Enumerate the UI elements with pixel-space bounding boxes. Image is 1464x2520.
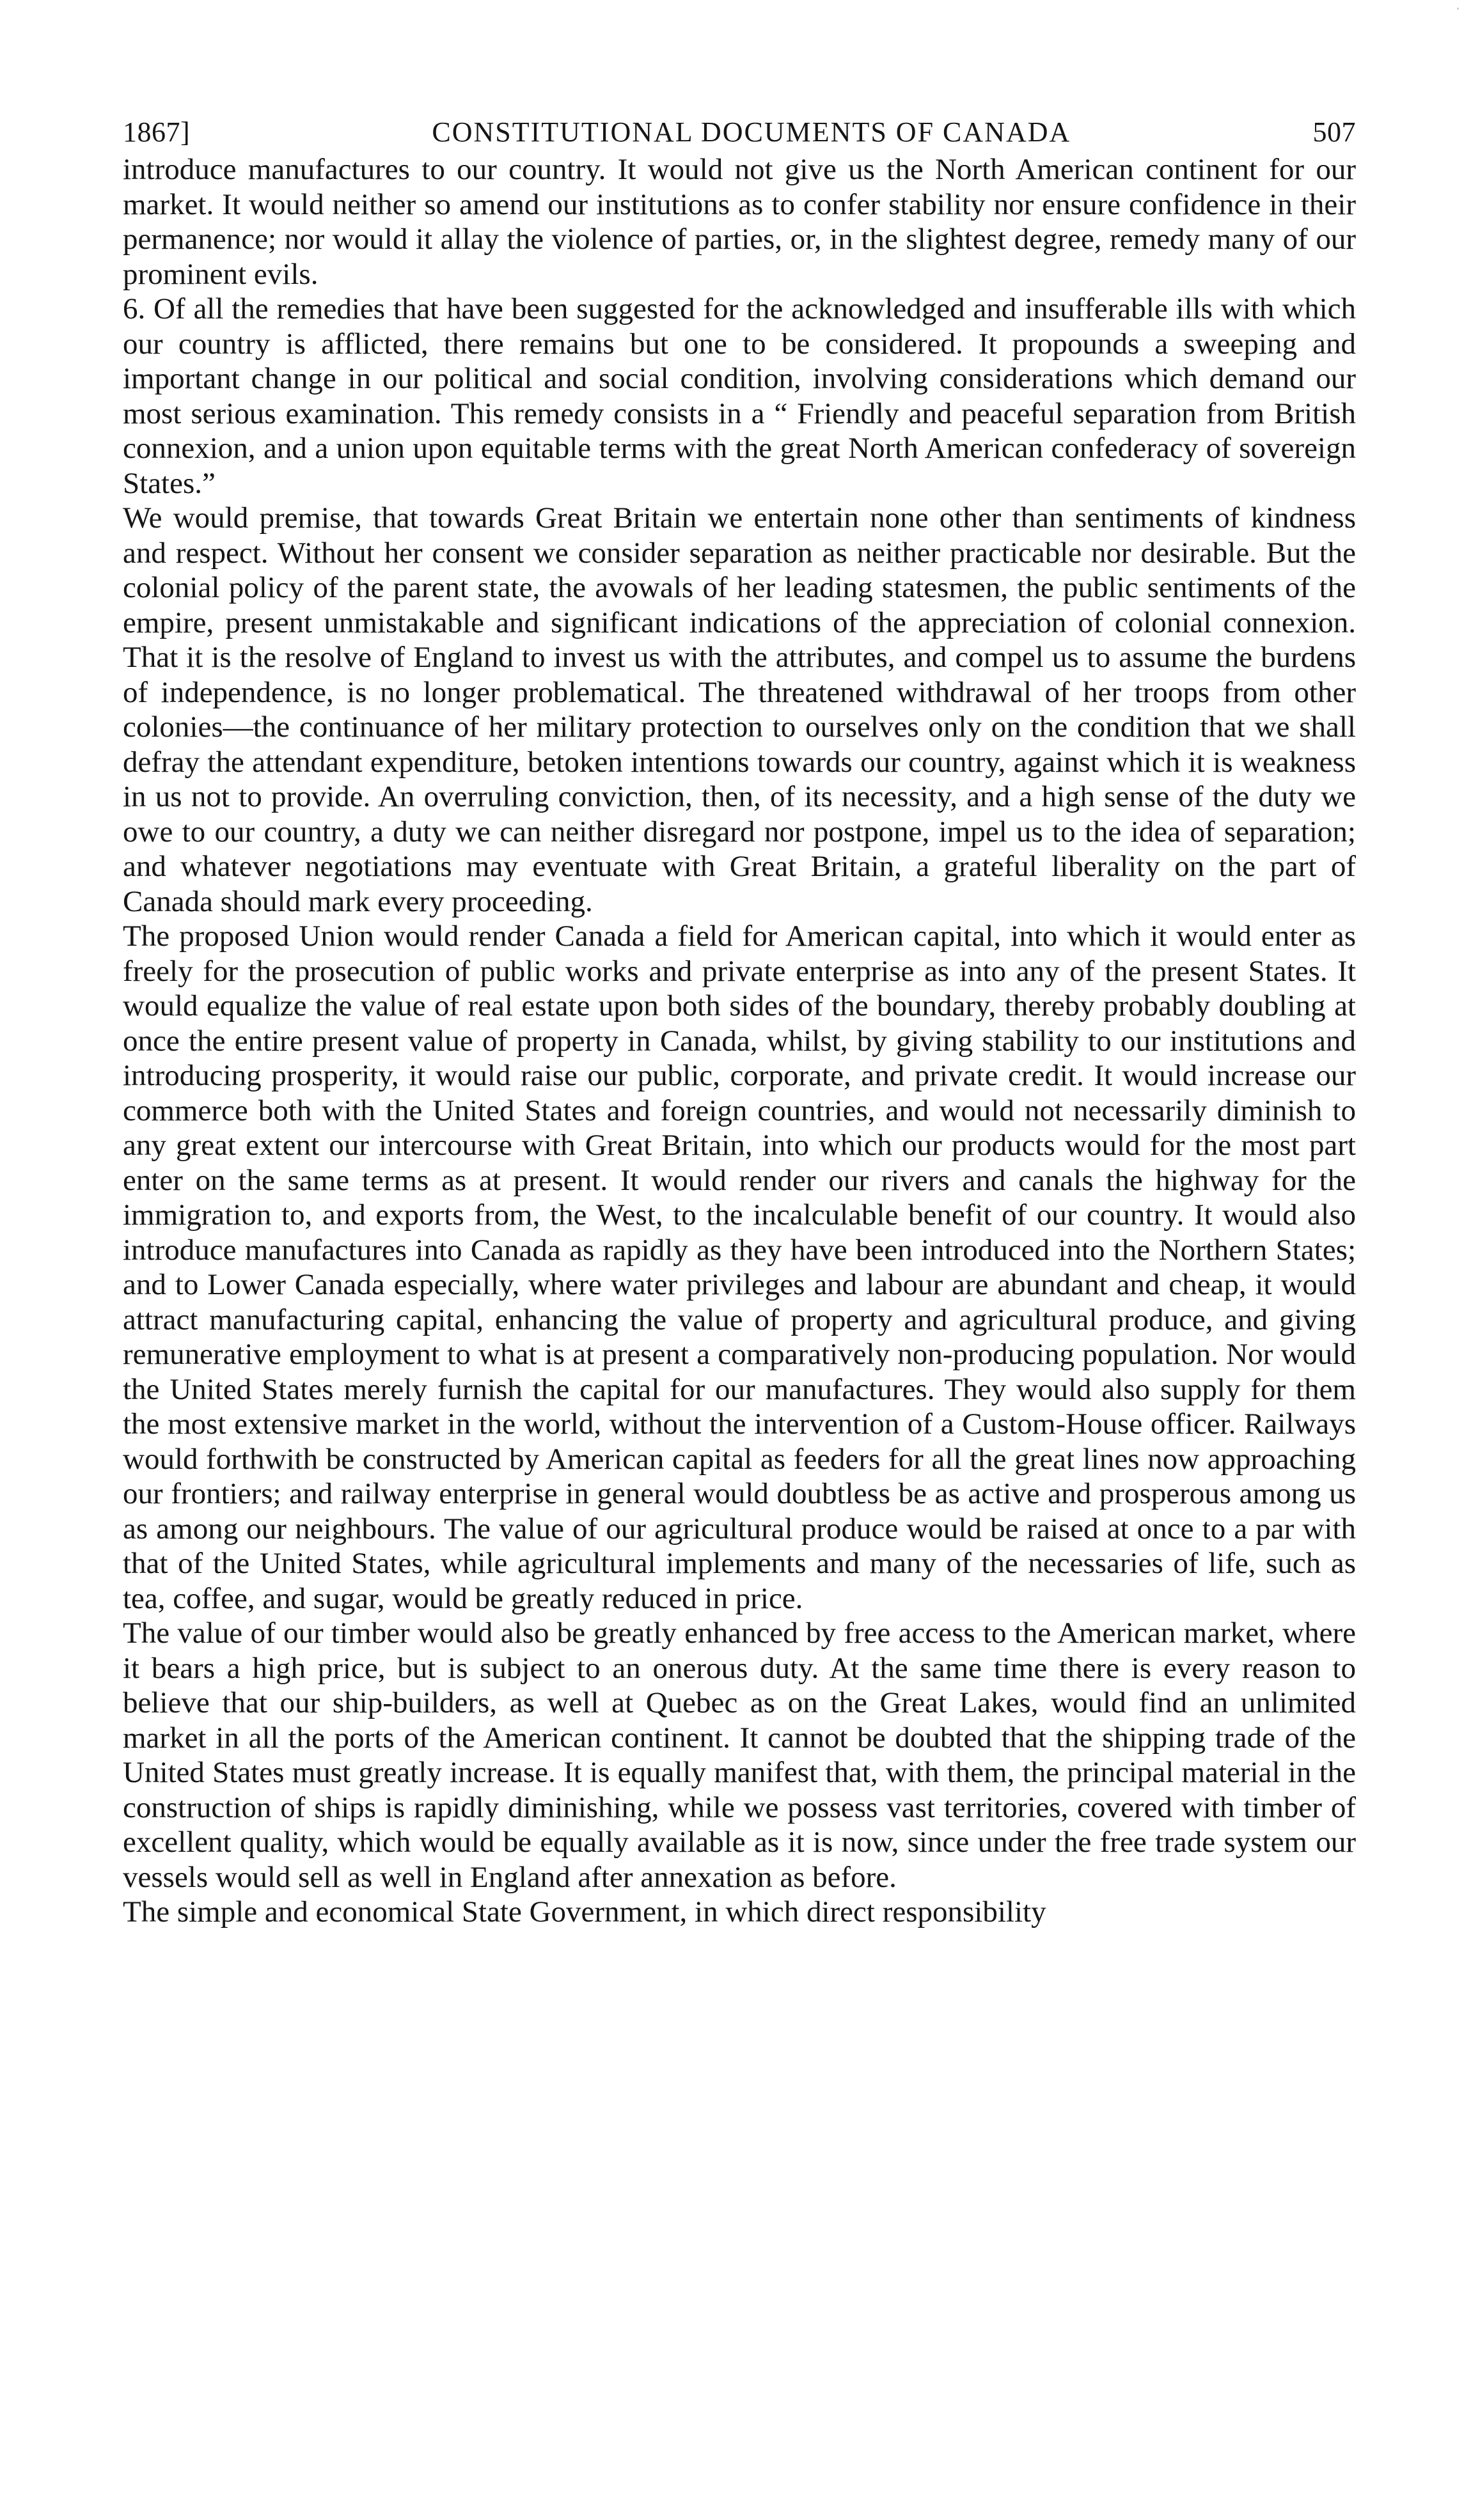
paragraph: introduce manufactures to our country. It would not give us the North American continent for our market. It would neither so amend our institutions as to confer stability nor ensure confidence in their permanence; nor would it allay the violence of parties, or, in the slightest degree, remedy many of our prominent evils. <box>123 153 1356 291</box>
paragraph: We would premise, that towards Great Britain we entertain none other than sentiments of kindness and respect. Without her consent we consider separation as neither practicable nor desirable. But the colonial policy of the parent state, the avowals of her leading statesmen, the public sentiments of the empire, present unmistakable and significant indications of the appreciation of colonial connexion. That it is the resolve of England to invest us with the attributes, and compel us to assume the burdens of independence, is no longer problematical. The threatened withdrawal of her troops from other colonies—the continuance of her military protection to ourselves only on the condition that we shall defray the attendant expenditure, betoken intentions towards our country, against which it is weakness in us not to provide. An overruling conviction, then, of its necessity, and a high sense of the duty we owe to our country, a duty we can neither disregard nor postpone, impel us to the idea of separation; and whatever negotiations may eventuate with Great Britain, a grateful liberality on the part of Canada should mark every proceeding. <box>123 501 1356 918</box>
scan-speck <box>1457 8 1459 10</box>
paragraph: The proposed Union would render Canada a field for American capital, into which it would enter as freely for the prosecution of public works and private enterprise as into any of the present States. It would equalize the value of real estate upon both sides of the boundary, thereby probably doubling at once the entire present value of property in Canada, whilst, by giving stability to our institutions and introducing prosperity, it would raise our public, corporate, and private credit. It would increase our commerce both with the United States and foreign countries, and would not necessarily diminish to any great extent our intercourse with Great Britain, into which our products would for the most part enter on the same terms as at present. It would render our rivers and canals the highway for the immigration to, and exports from, the West, to the incalculable benefit of our country. It would also introduce manufactures into Canada as rapidly as they have been introduced into the Northern States; and to Lower Canada especially, where water privileges and labour are abundant and cheap, it would attract manufacturing capital, enhancing the value of property and agricultural produce, and giving remunerative employment to what is at present a comparatively non-producing population. Nor would the United States merely furnish the capital for our manufactures. They would also supply for them the most extensive market in the world, without the intervention of a Custom-House officer. Railways would forthwith be constructed by American capital as feeders for all the great lines now approaching our frontiers; and railway enterprise in general would doubtless be as active and prosperous among us as among our neighbours. The value of our agricultural produce would be raised at once to a par with that of the United States, while agricultural implements and many of the necessaries of life, such as tea, coffee, and sugar, would be greatly reduced in price. <box>123 920 1356 1615</box>
paragraph: The value of our timber would also be greatly enhanced by free access to the American market, where it bears a high price, but is subject to an onerous duty. At the same time there is every reason to believe that our ship-builders, as well at Quebec as on the Great Lakes, would find an unlimited market in all the ports of the American continent. It cannot be doubted that the shipping trade of the United States must greatly increase. It is equally manifest that, with them, the principal material in the construction of ships is rapidly diminishing, while we possess vast territories, covered with timber of excellent quality, which would be equally available as it is now, since under the free trade system our vessels would sell as well in England after annexation as before. <box>123 1616 1356 1894</box>
paragraph: 6. Of all the remedies that have been suggested for the acknowledged and insufferable ills with which our country is afflicted, there remains but one to be considered. It propounds a sweeping and important change in our political and social condition, involving considerations which demand our most serious examination. This remedy consists in a “ Friendly and peaceful separation from British connexion, and a union upon equitable terms with the great North American confederacy of sovereign States.” <box>123 292 1356 500</box>
document-page <box>123 115 1356 1930</box>
paragraph: The simple and economical State Government, in which direct responsibility <box>123 1895 1046 1929</box>
header-year: 1867] <box>123 116 191 148</box>
running-header <box>123 115 1356 152</box>
body-text <box>123 152 1356 1930</box>
header-title: CONSTITUTIONAL DOCUMENTS OF CANADA <box>432 116 1071 148</box>
header-page-number: 507 <box>1312 116 1356 148</box>
